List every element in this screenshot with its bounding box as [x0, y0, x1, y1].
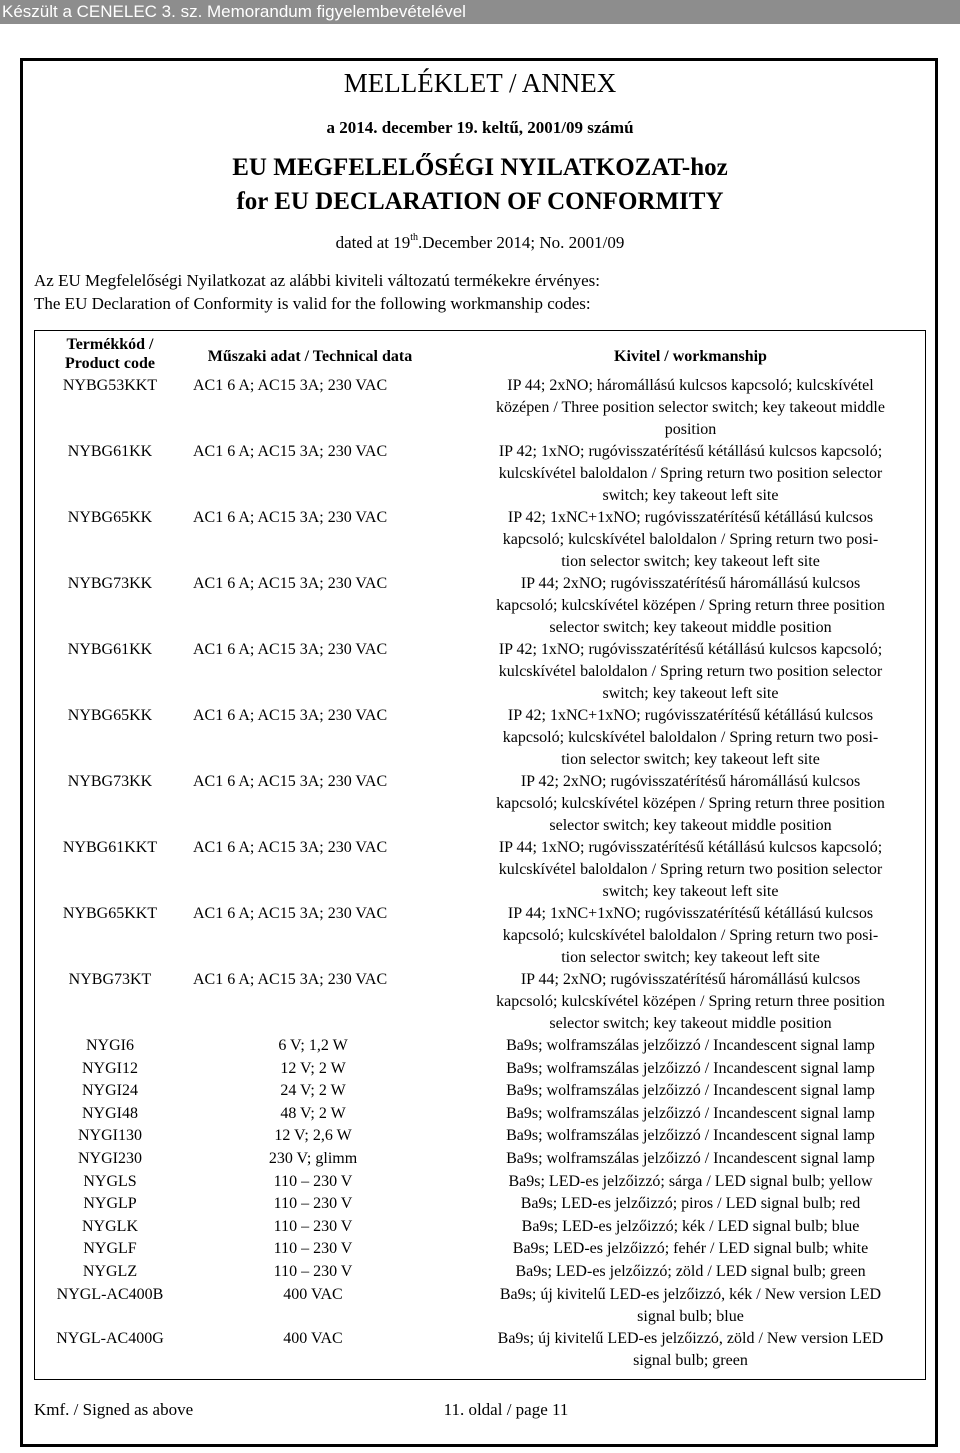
header-product-code-line2: Product code — [65, 355, 155, 372]
technical-data-cell: 48 V; 2 W — [280, 1104, 346, 1122]
dated-suffix: .December 2014; No. 2001/09 — [418, 233, 625, 252]
workmanship-line: Ba9s; wolframszálas jelzőizzó / Incandescent signal lamp — [506, 1082, 875, 1100]
technical-data-cell: 110 – 230 V — [273, 1172, 353, 1190]
intro-text-en: The EU Declaration of Conformity is valid for the following workmanship codes: — [34, 294, 591, 313]
workmanship-cell — [443, 1103, 938, 1125]
workmanship-line: IP 42; 1xNC+1xNO; rugóvisszatérítésű kétállású kulcsos — [507, 509, 874, 526]
technical-data-cell: AC1 6 A; AC15 3A; 230 VAC — [193, 575, 388, 592]
workmanship-line: tion selector switch; key takeout left site — [561, 949, 820, 966]
workmanship-line: Ba9s; wolframszálas jelzőizzó / Incandescent signal lamp — [506, 1037, 875, 1054]
workmanship-line: Ba9s; LED-es jelzőizzó; zöld / LED signal bulb; green — [515, 1263, 866, 1280]
annex-title: MELLÉKLET / ANNEX — [343, 68, 617, 98]
workmanship-line: Ba9s; új kivitelű LED-es jelzőizzó, zöld / New version LED — [497, 1329, 884, 1347]
technical-data-cell: AC1 6 A; AC15 3A; 230 VAC — [193, 443, 388, 460]
product-code-cell: NYBG73KK — [67, 773, 153, 790]
header-product-code — [35, 335, 185, 373]
workmanship-line: tion selector switch; key takeout left site — [561, 751, 820, 768]
product-code-cell: NYBG53KKT — [62, 377, 158, 394]
workmanship-cell — [443, 1148, 938, 1170]
workmanship-line: Ba9s; wolframszálas jelzőizzó / Incandescent signal lamp — [506, 1104, 875, 1122]
technical-data-cell: 400 VAC — [283, 1329, 343, 1347]
product-code-cell: NYGI12 — [82, 1059, 138, 1077]
workmanship-cell — [443, 1216, 938, 1238]
product-code-cell: NYGLF — [83, 1240, 137, 1258]
product-code-cell: NYGLK — [82, 1217, 138, 1235]
technical-data-cell: 12 V; 2,6 W — [274, 1127, 352, 1145]
product-code-cell: NYBG65KKT — [62, 905, 158, 922]
workmanship-line: IP 44; 2xNO; rugóvisszatérítésű háromállású kulcsos — [520, 971, 861, 988]
workmanship-line: Ba9s; LED-es jelzőizzó; sárga / LED signal bulb; yellow — [508, 1172, 873, 1190]
workmanship-line: Ba9s; LED-es jelzőizzó; piros / LED signal bulb; red — [520, 1195, 861, 1213]
workmanship-cell — [443, 507, 938, 573]
technical-data-cell: 12 V; 2 W — [280, 1059, 346, 1077]
workmanship-line: IP 42; 1xNO; rugóvisszatérítésű kétállású kulcsos kapcsoló; — [498, 443, 883, 460]
technical-data-cell: AC1 6 A; AC15 3A; 230 VAC — [193, 971, 388, 988]
product-code-cell: NYBG61KK — [67, 443, 153, 460]
technical-data-cell: 110 – 230 V — [273, 1195, 353, 1213]
workmanship-line: switch; key takeout left site — [602, 487, 779, 504]
product-code-cell: NYBG73KK — [67, 575, 153, 592]
workmanship-cell — [443, 441, 938, 507]
technical-data-cell: AC1 6 A; AC15 3A; 230 VAC — [193, 509, 388, 526]
workmanship-line: kulcskívétel baloldalon / Spring return two position selector — [498, 465, 883, 482]
technical-data-cell: AC1 6 A; AC15 3A; 230 VAC — [193, 707, 388, 724]
workmanship-line: signal bulb; green — [633, 1351, 748, 1369]
workmanship-cell — [443, 1125, 938, 1147]
technical-data-cell: 110 – 230 V — [273, 1217, 353, 1235]
footer-signed: Kmf. / Signed as above — [34, 1400, 194, 1419]
technical-data-cell: AC1 6 A; AC15 3A; 230 VAC — [193, 839, 388, 856]
dated-prefix: dated at 19 — [335, 233, 411, 252]
product-code-cell: NYGI230 — [78, 1150, 142, 1167]
workmanship-line: kapcsoló; kulcskívétel középen / Spring return three position — [496, 597, 885, 614]
workmanship-line: IP 44; 1xNC+1xNO; rugóvisszatérítésű kétállású kulcsos — [507, 905, 874, 922]
technical-data-cell: AC1 6 A; AC15 3A; 230 VAC — [193, 905, 388, 922]
workmanship-cell — [443, 375, 938, 441]
technical-data-cell: 400 VAC — [283, 1285, 343, 1303]
workmanship-cell — [443, 705, 938, 771]
product-code-cell: NYGLS — [83, 1172, 137, 1190]
workmanship-line: kulcskívétel baloldalon / Spring return two position selector — [498, 663, 883, 680]
workmanship-cell — [443, 1193, 938, 1215]
workmanship-line: Ba9s; wolframszálas jelzőizzó / Incandescent signal lamp — [506, 1059, 875, 1077]
workmanship-line: position — [664, 421, 717, 438]
workmanship-cell — [443, 969, 938, 1035]
workmanship-line: IP 42; 1xNO; rugóvisszatérítésű kétállású kulcsos kapcsoló; — [498, 641, 883, 658]
workmanship-cell — [443, 771, 938, 837]
workmanship-line: switch; key takeout left site — [602, 883, 779, 900]
workmanship-cell — [443, 903, 938, 969]
intro-text-hu: Az EU Megfelelőségi Nyilatkozat az alábbi kiviteli változatú termékekre érvényes: — [34, 271, 600, 290]
technical-data-cell: 110 – 230 V — [273, 1240, 353, 1258]
workmanship-cell — [443, 639, 938, 705]
technical-data-cell: AC1 6 A; AC15 3A; 230 VAC — [193, 773, 388, 790]
technical-data-cell: 24 V; 2 W — [280, 1082, 346, 1100]
workmanship-line: Ba9s; új kivitelű LED-es jelzőizzó, kék / New version LED — [499, 1285, 882, 1303]
workmanship-line: kapcsoló; kulcskívétel baloldalon / Spring return two posi- — [502, 927, 879, 944]
workmanship-cell — [443, 1080, 938, 1102]
header-workmanship: Kivitel / workmanship — [614, 348, 767, 365]
workmanship-line: IP 44; 2xNO; rugóvisszatérítésű háromállású kulcsos — [520, 575, 861, 592]
workmanship-cell — [443, 1058, 938, 1080]
product-code-cell: NYGLZ — [82, 1263, 138, 1280]
workmanship-line: Ba9s; LED-es jelzőizzó; kék / LED signal bulb; blue — [521, 1217, 860, 1235]
product-code-cell: NYBG73KT — [68, 971, 152, 988]
workmanship-line: IP 44; 2xNO; háromállású kulcsos kapcsoló; kulcskívétel — [507, 377, 874, 394]
workmanship-cell — [443, 1238, 938, 1260]
workmanship-cell — [443, 1171, 938, 1193]
workmanship-line: Ba9s; LED-es jelzőizzó; fehér / LED signal bulb; white — [512, 1240, 869, 1258]
dated-superscript: th — [410, 232, 419, 243]
workmanship-line: IP 44; 1xNO; rugóvisszatérítésű kétállású kulcsos kapcsoló; — [498, 839, 883, 856]
technical-data-cell: AC1 6 A; AC15 3A; 230 VAC — [193, 377, 388, 394]
declaration-title-hu: EU MEGFELELŐSÉGI NYILATKOZAT-hoz — [232, 154, 728, 181]
product-code-cell: NYBG65KK — [67, 509, 153, 526]
workmanship-line: kapcsoló; kulcskívétel középen / Spring return three position — [496, 795, 885, 812]
footer-page-number: 11. oldal / page 11 — [443, 1400, 569, 1419]
product-code-cell: NYGLP — [83, 1195, 137, 1213]
workmanship-cell — [443, 1284, 938, 1328]
product-code-cell: NYGL-AC400G — [56, 1329, 164, 1347]
declaration-title-en: for EU DECLARATION OF CONFORMITY — [236, 188, 724, 215]
workmanship-cell — [443, 1328, 938, 1372]
product-table — [34, 330, 926, 1380]
header-product-code-line1: Termékkód / — [66, 336, 154, 353]
workmanship-line: Ba9s; wolframszálas jelzőizzó / Incandescent signal lamp — [506, 1127, 875, 1145]
product-code-cell: NYGI130 — [78, 1127, 142, 1145]
technical-data-cell: 230 V; glimm — [268, 1150, 358, 1167]
header-technical-data: Műszaki adat / Technical data — [207, 348, 413, 365]
workmanship-line: Ba9s; wolframszálas jelzőizzó / Incandescent signal lamp — [506, 1150, 875, 1167]
technical-data-cell: 110 – 230 V — [273, 1263, 353, 1280]
workmanship-cell — [443, 1035, 938, 1057]
dated-line — [0, 232, 960, 254]
workmanship-line: switch; key takeout left site — [602, 685, 779, 702]
product-code-cell: NYGI6 — [86, 1037, 134, 1054]
product-code-cell: NYGI48 — [82, 1104, 138, 1122]
workmanship-line: kapcsoló; kulcskívétel baloldalon / Spring return two posi- — [502, 729, 879, 746]
workmanship-line: középen / Three position selector switch; key takeout middle — [496, 399, 885, 416]
technical-data-cell: AC1 6 A; AC15 3A; 230 VAC — [193, 641, 388, 658]
product-code-cell: NYGL-AC400B — [56, 1285, 164, 1303]
workmanship-line: selector switch; key takeout middle position — [549, 817, 832, 834]
product-code-cell: NYBG61KK — [67, 641, 153, 658]
top-banner: Készült a CENELEC 3. sz. Memorandum figyelembevételével — [0, 0, 960, 24]
product-code-cell: NYGI24 — [82, 1082, 138, 1100]
workmanship-line: kapcsoló; kulcskívétel középen / Spring return three position — [496, 993, 885, 1010]
workmanship-cell — [443, 1261, 938, 1283]
workmanship-line: selector switch; key takeout middle position — [549, 619, 832, 636]
workmanship-line: IP 42; 1xNC+1xNO; rugóvisszatérítésű kétállású kulcsos — [507, 707, 874, 724]
workmanship-line: selector switch; key takeout middle position — [549, 1015, 832, 1032]
date-line: a 2014. december 19. keltű, 2001/09 számú — [326, 118, 634, 137]
technical-data-cell: 6 V; 1,2 W — [278, 1037, 348, 1054]
product-code-cell: NYBG65KK — [67, 707, 153, 724]
workmanship-line: kulcskívétel baloldalon / Spring return two position selector — [498, 861, 883, 878]
workmanship-line: signal bulb; blue — [637, 1307, 744, 1325]
workmanship-line: IP 42; 2xNO; rugóvisszatérítésű háromállású kulcsos — [520, 773, 861, 790]
product-code-cell: NYBG61KKT — [62, 839, 158, 856]
workmanship-line: kapcsoló; kulcskívétel baloldalon / Spring return two posi- — [502, 531, 879, 548]
workmanship-line: tion selector switch; key takeout left site — [561, 553, 820, 570]
workmanship-cell — [443, 573, 938, 639]
workmanship-cell — [443, 837, 938, 903]
